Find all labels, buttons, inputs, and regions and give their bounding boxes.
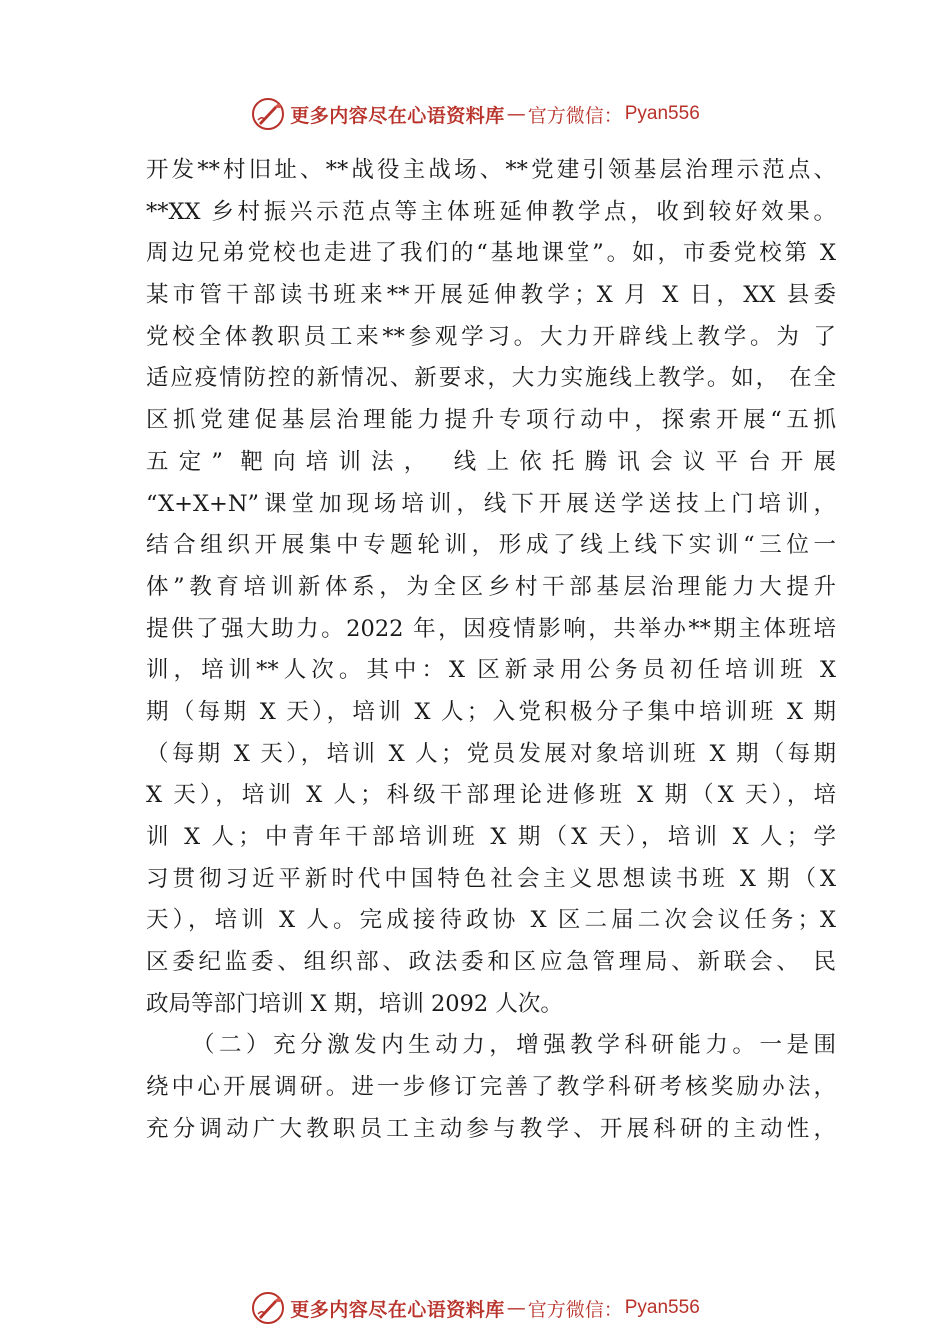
text-line: 适应疫情防控的新情况、新要求，大力实施线上教学。如， 在全: [146, 365, 836, 392]
watermark-brand: 更多内容尽在心语资料库: [290, 1298, 505, 1321]
text-line: 训，培训**人次。其中：X 区新录用公务员初任培训班 X: [146, 657, 836, 684]
watermark-dash: —: [506, 1297, 526, 1319]
watermark-wechat-label: 官方微信：: [527, 1298, 623, 1321]
text-line: 五定” 靶向培训法， 线上依托腾讯会议平台开展: [146, 448, 836, 475]
document-body: [146, 150, 836, 1151]
watermark-banner-top: [0, 94, 950, 134]
quill-logo-icon: [250, 96, 286, 132]
text-line: 习贯彻习近平新时代中国特色社会主义思想读书班 X 期（X: [146, 865, 836, 892]
text-line: “X+X+N”课堂加现场培训，线下开展送学送技上门培训，: [146, 490, 836, 517]
section-heading-line: （二）充分激发内生动力，增强教学科研能力。一是围: [192, 1032, 836, 1059]
text-line: 结合组织开展集中专题轮训，形成了线上线下实训“三位一: [146, 532, 836, 559]
text-line: 周边兄弟党校也走进了我们的“基地课堂”。如，市委党校第 X: [146, 240, 836, 267]
watermark-wechat-label: 官方微信：: [527, 104, 623, 127]
text-line: **XX 乡村振兴示范点等主体班延伸教学点，收到较好效果。: [146, 198, 836, 225]
text-line: （每期 X 天），培训 X 人；党员发展对象培训班 X 期（每期: [146, 740, 836, 767]
text-line: 体”教育培训新体系，为全区乡村干部基层治理能力大提升: [146, 573, 836, 600]
text-line: X 天），培训 X 人；科级干部理论进修班 X 期（X 天），培: [146, 782, 836, 809]
watermark-dash: —: [506, 103, 526, 125]
text-line: 天），培训 X 人。完成接待政协 X 区二届二次会议任务；X: [146, 907, 836, 934]
text-line: 某市管干部读书班来**开展延伸教学；X 月 X 日，XX 县委: [146, 282, 836, 309]
text-line: 政局等部门培训 X 期，培训 2092 人次。: [146, 990, 563, 1017]
watermark-banner-bottom: [0, 1288, 950, 1328]
text-line: 期（每期 X 天），培训 X 人；入党积极分子集中培训班 X 期: [146, 698, 836, 725]
watermark-wechat-id: Pyan556: [624, 1297, 700, 1318]
text-line: 充分调动广大教职员工主动参与教学、开展科研的主动性，: [146, 1115, 836, 1142]
watermark-wechat-id: Pyan556: [624, 103, 700, 124]
text-line: 区委纪监委、组织部、政法委和区应急管理局、新联会、 民: [146, 949, 836, 976]
quill-logo-icon: [250, 1290, 286, 1326]
text-line: 开发**村旧址、**战役主战场、**党建引领基层治理示范点、: [146, 157, 836, 183]
text-line: 区抓党建促基层治理能力提升专项行动中，探索开展“五抓: [146, 407, 836, 434]
text-line: 训 X 人；中青年干部培训班 X 期（X 天），培训 X 人；学: [146, 824, 836, 850]
text-line: 提供了强大助力。2022 年，因疫情影响，共举办**期主体班培: [146, 615, 836, 642]
text-line: 绕中心开展调研。进一步修订完善了教学科研考核奖励办法，: [146, 1074, 836, 1101]
text-line: 党校全体教职员工来**参观学习。大力开辟线上教学。为 了: [146, 323, 836, 350]
watermark-brand: 更多内容尽在心语资料库: [290, 104, 505, 127]
